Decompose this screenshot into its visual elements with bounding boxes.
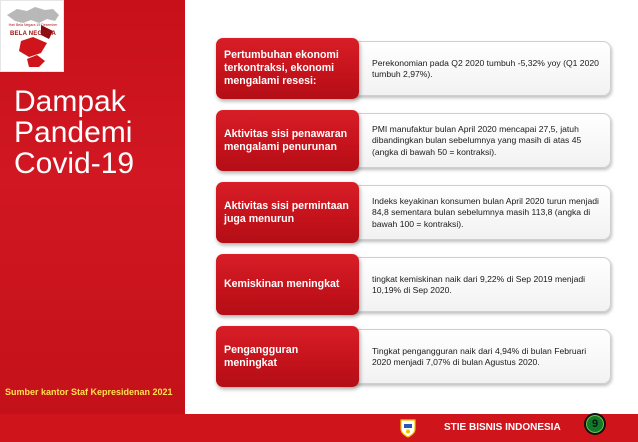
impact-card-poverty <box>216 254 616 315</box>
page-title-line-3: Covid-19 <box>14 147 135 180</box>
impact-label: Pengangguran meningkat <box>216 326 359 387</box>
impact-description: tingkat kemiskinan naik dari 9,22% di Sep 2019 menjadi 10,19% di Sep 2020. <box>336 257 611 312</box>
impact-card-demand <box>216 182 616 243</box>
page-title-line-1: Dampak <box>14 85 126 118</box>
impact-card-economy <box>216 38 616 99</box>
source-note: Sumber kantor Staf Kepresidenan 2021 <box>5 387 173 397</box>
bela-negara-logo <box>0 0 64 72</box>
logo-subtitle: Hari Bela Negara 19 Desember <box>8 23 58 27</box>
page-number-badge: 9 <box>584 413 606 435</box>
impact-description: Tingkat pengangguran naik dari 4,94% di bulan Februari 2020 menjadi 7,07% di bulan Agustus 2020. <box>336 329 611 384</box>
footer-institution: STIE BISNIS INDONESIA <box>444 422 561 433</box>
impact-card-unemployment <box>216 326 616 387</box>
left-panel <box>0 0 185 442</box>
impact-description: PMI manufaktur bulan April 2020 mencapai 27,5, jatuh dibandingkan bulan sebelumnya yang masih di atas 45 (angka di bawah 50 = kontraksi). <box>336 113 611 168</box>
indonesia-map-icon <box>1 1 65 73</box>
page-title-line-2: Pandemi <box>14 116 133 149</box>
page-title <box>14 86 179 179</box>
impact-label: Pertumbuhan ekonomi terkontraksi, ekonomi mengalami resesi: <box>216 38 359 99</box>
impact-description: Perekonomian pada Q2 2020 tumbuh -5,32% yoy (Q1 2020 tumbuh 2,97%). <box>336 41 611 96</box>
impact-label: Aktivitas sisi permintaan juga menurun <box>216 182 359 243</box>
logo-title: BELA NEGARA <box>10 31 56 37</box>
impact-card-supply <box>216 110 616 171</box>
institution-logo-icon <box>399 418 417 438</box>
impact-label: Kemiskinan meningkat <box>216 254 359 315</box>
impact-description: Indeks keyakinan konsumen bulan April 2020 turun menjadi 84,8 sementara bulan sebelumnya masih 113,8 (angka di bawah 100 = kontraksi). <box>336 185 611 240</box>
impact-label: Aktivitas sisi penawaran mengalami penurunan <box>216 110 359 171</box>
